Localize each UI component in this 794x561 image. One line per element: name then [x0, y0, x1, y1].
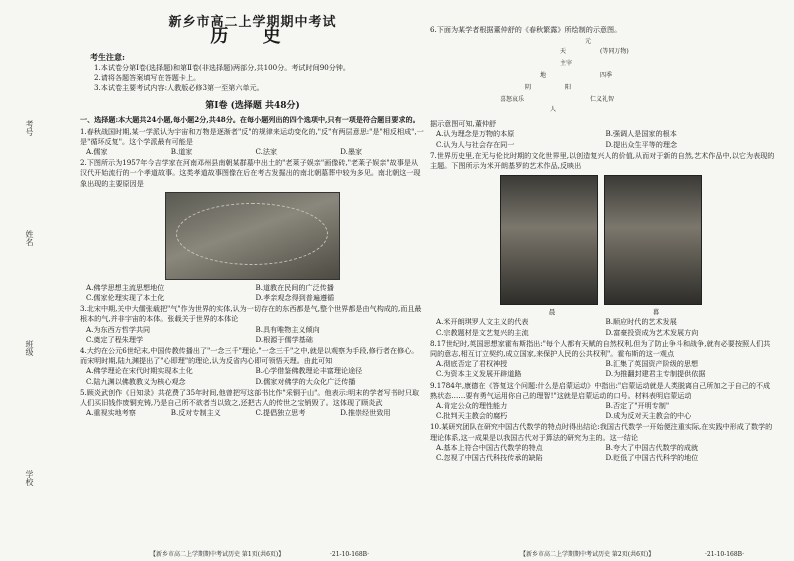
side-label-exam-no: 考号: [25, 120, 34, 136]
notice-item: 3.本试卷主要考试内容:人教版必修3第一至第六单元。: [94, 83, 264, 93]
question-3: [80, 304, 425, 345]
caption-right: 暮: [652, 308, 660, 317]
option-c: C.批判天主教会的腐朽: [436, 411, 508, 421]
option-a: A.为东西方哲学共同: [86, 324, 151, 334]
option-a: A.佛学思想主流思想地位: [86, 282, 165, 292]
option-c: C.奠定了程朱理学: [86, 334, 144, 344]
question-stem: 8.17世纪时,英国思想家霍布斯指出:"每个人都有天赋的自然权利,但为了防止争斗和战争,就有必要按照人们共同的意志,相互订立契约,成立国家,来保护人民的公共权利"。霍布斯的这一观点: [430, 338, 771, 359]
section-title: 第Ⅰ卷 (选择题 共48分): [205, 101, 300, 112]
exam-subject: 历 史: [210, 26, 295, 48]
question-7: [430, 151, 775, 338]
exam-title: 新乡市高二上学期期中考试: [168, 15, 337, 30]
option-a: A.基本上符合中国古代数学的特点: [436, 442, 543, 452]
footer-left: 【新乡市高二上学期期中考试历史 第1页(共6页)】: [150, 551, 285, 558]
options: [430, 401, 775, 421]
options: [430, 129, 775, 149]
question-4: [80, 346, 425, 387]
tree-node: 仁义礼智: [590, 96, 615, 104]
option-b: B.顺应时代的艺术发展: [605, 317, 677, 327]
question-stem: 4.大约在公元6世纪末,中国传教传播出了"一念三千"理论,"一念三千"之中,就是以观察为手段,修行者在修心。而宋明时期,陆九渊提出了"心即理"的理论,认为反省内心即可领悟天理。由此可知: [80, 346, 419, 366]
options: [80, 325, 425, 345]
option-a: A.认为理念是万物的本原: [436, 129, 515, 139]
side-label-class: 班级: [25, 340, 34, 356]
question-stem: 5.顾炎武创作《日知录》共花费了35年时间,他曾把写这部书比作"采铜于山"。他表示:明末的学者写书时只取人们买旧钱作废铜充铸,乃是自己所不欲者当以致之,还把古人的传世之宝销毁了。这体现了顾炎武: [80, 387, 420, 408]
footer-right: 【新乡市高二上学期期中考试历史 第2页(共6页)】: [520, 551, 655, 558]
tree-node: 元: [585, 38, 592, 46]
sculpture-image-left: [500, 175, 598, 305]
notice-block: [80, 52, 425, 93]
options: [430, 317, 775, 337]
question-stem: 3.北宋中期,关中大儒张载把"气"作为世界的实体,认为一切存在的东西都是气,整个世界都是由气构成的,而且最根本的气,并非宇宙的本体。张载关于世界的本体论: [80, 304, 422, 324]
option-a: A.佛学理论在宋代时期实现本土化: [86, 366, 193, 376]
option-a: A.米开朗琪罗人文主义的代表: [436, 317, 529, 327]
right-page: [430, 24, 775, 463]
option-b: B.具有唯物主义倾向: [255, 324, 320, 334]
tree-node: 阴: [525, 84, 532, 92]
notice-item: 1.本试卷分第Ⅰ卷(选择题)和第Ⅱ卷(非选择题)两部分,共100分。考试时间90分钟。: [94, 62, 350, 72]
question-6: [430, 25, 775, 150]
binding-margin: [8, 60, 48, 500]
side-label-school: 学校: [25, 470, 34, 486]
notice-head: 考生注意:: [90, 52, 125, 63]
tree-node: 天: [560, 48, 567, 56]
option-c: C.陆九渊以佛教教义为核心观念: [86, 376, 186, 386]
options: [80, 283, 425, 303]
tree-node: 阳: [565, 84, 572, 92]
question-10: [430, 422, 775, 463]
option-c: C.宗教题材是文艺复兴的主流: [436, 327, 529, 337]
sculpture-image-right: [604, 175, 702, 305]
footer-right-code: ·21-10-168B·: [705, 551, 744, 558]
option-c: C.法家: [255, 147, 278, 157]
left-page: [80, 15, 425, 418]
option-c: C.儒家伦理实现了本土化: [86, 293, 165, 303]
option-b: B.汇集了英国资产阶级的思想: [605, 359, 699, 369]
option-d: D.孝亲观念得到普遍遵循: [255, 293, 335, 303]
footer-left-code: ·21-10-168B·: [330, 551, 369, 558]
question-stem: 6.下面为某学者根据董仲舒的《春秋繁露》所绘制的示意图。: [430, 25, 622, 34]
question-stem: 10.某研究团队在研究中国古代数学的特点时得出结论:我国古代数学一开始便注重实际,在实践中形成了数学的理论体系,这一成果是以我国古代对于算法的研究为主的。这一结论: [430, 422, 773, 442]
question-stem: 1.春秋战国时期,某一学派认为宇宙和万物是逐渐者"反"的规律来运动变化的,"反"有两层意思:"是"相反相成",一是"循环反复"。这个学派最有可能是: [80, 126, 424, 146]
option-d: D.推崇经世致用: [340, 408, 391, 418]
notice-item: 2.请将各题答案填写在答题卡上。: [94, 72, 201, 82]
relief-brick-image: [165, 192, 340, 280]
question-8: [430, 339, 775, 380]
caption-left: 晨: [548, 308, 556, 317]
option-d: D.成为反对天主教会的中心: [605, 411, 692, 421]
option-b: B.心学借鉴佛教理论丰富理论途径: [255, 366, 363, 376]
option-b: B.否定了"开明专制": [605, 401, 670, 411]
tree-node: 四季: [600, 72, 613, 80]
option-d: D.根源于儒学基础: [255, 334, 313, 344]
option-c: C.认为人与社会存在同一: [436, 139, 515, 149]
section-intro: 一、选择题:本大题共24小题,每小题2分,共48分。在每小题列出的四个选项中,只有一项是符合题目要求的。: [80, 115, 420, 125]
option-c: C.忽视了中国古代科技传承的缺陷: [436, 453, 543, 463]
question-5: [80, 388, 425, 419]
option-d: D.为推翻封建君主专制提供依据: [605, 369, 706, 379]
option-b: B.反对专制主义: [170, 408, 221, 418]
concept-tree-diagram: [490, 37, 690, 117]
side-label-name: 姓名: [25, 230, 34, 246]
options: [430, 359, 775, 379]
option-b: B.强调人是国家的根本: [605, 129, 677, 139]
option-d: D.墨家: [340, 147, 363, 157]
question-stem: 2.下图所示为1957年今吉学家在河南邓州县南朝某群墓中出土的"老莱子娱亲"画像砖,"老莱子娱亲"故事是从汉代开始流行的一个孝道故事。这类孝道故事图像在后在考古发掘出的南北朝墓葬中较为多见。南北朝这一现象出现的主要原因是: [80, 158, 421, 188]
option-c: C.提倡独立思考: [255, 408, 306, 418]
tree-node: 地: [540, 72, 547, 80]
question-stem: 9.1784年,康德在《答复这个问题:什么是启蒙运动》中指出:"启蒙运动就是人类脱离自己所加之于自己的不成熟状态……要有勇气运用你自己的理智!"这就是启蒙运动的口号。材料表明启蒙运动: [430, 380, 771, 400]
option-b: B.道家: [170, 147, 193, 157]
tree-node: 喜怒哀乐: [500, 96, 525, 104]
option-a: A.彻底否定了君权神授: [436, 359, 508, 369]
option-a: A.肯定公众的理性能力: [436, 401, 508, 411]
sculpture-images: [500, 175, 775, 305]
option-a: A.儒家: [86, 147, 108, 157]
image-captions: [500, 307, 775, 317]
option-d: D.贬低了中国古代科学的地位: [605, 453, 699, 463]
option-b: B.夸大了中国古代数学的成就: [605, 442, 699, 452]
question-stem: 7.世界历史里,在无与伦比时期的文化世界里,以创造复兴人的价值,从而对于新的自然,艺术作品中,以它为表现的主题。下图所示为米开朗基罗的艺术作品,反映出: [430, 150, 775, 171]
option-d: D.富豪投资成为艺术发展方向: [605, 327, 699, 337]
option-d: D.儒家对佛学的大众化广泛传播: [255, 376, 356, 386]
options: [430, 443, 775, 463]
options: [80, 366, 425, 386]
tree-node: (等同万物): [600, 48, 629, 56]
question-2: [80, 158, 425, 303]
options: [80, 147, 425, 157]
options: [80, 408, 425, 418]
option-d: D.提出众生平等的理念: [605, 139, 678, 149]
question-1: [80, 127, 425, 158]
option-c: C.为资本主义发展开辟道路: [436, 369, 522, 379]
question-after: 据示意图可知,董仲舒: [430, 119, 497, 129]
option-a: A.重视实地考察: [86, 408, 136, 418]
question-9: [430, 381, 775, 422]
tree-node: 主宰: [560, 60, 573, 68]
option-b: B.道教在民间的广泛传播: [255, 282, 334, 292]
tree-node: 人: [550, 106, 557, 114]
